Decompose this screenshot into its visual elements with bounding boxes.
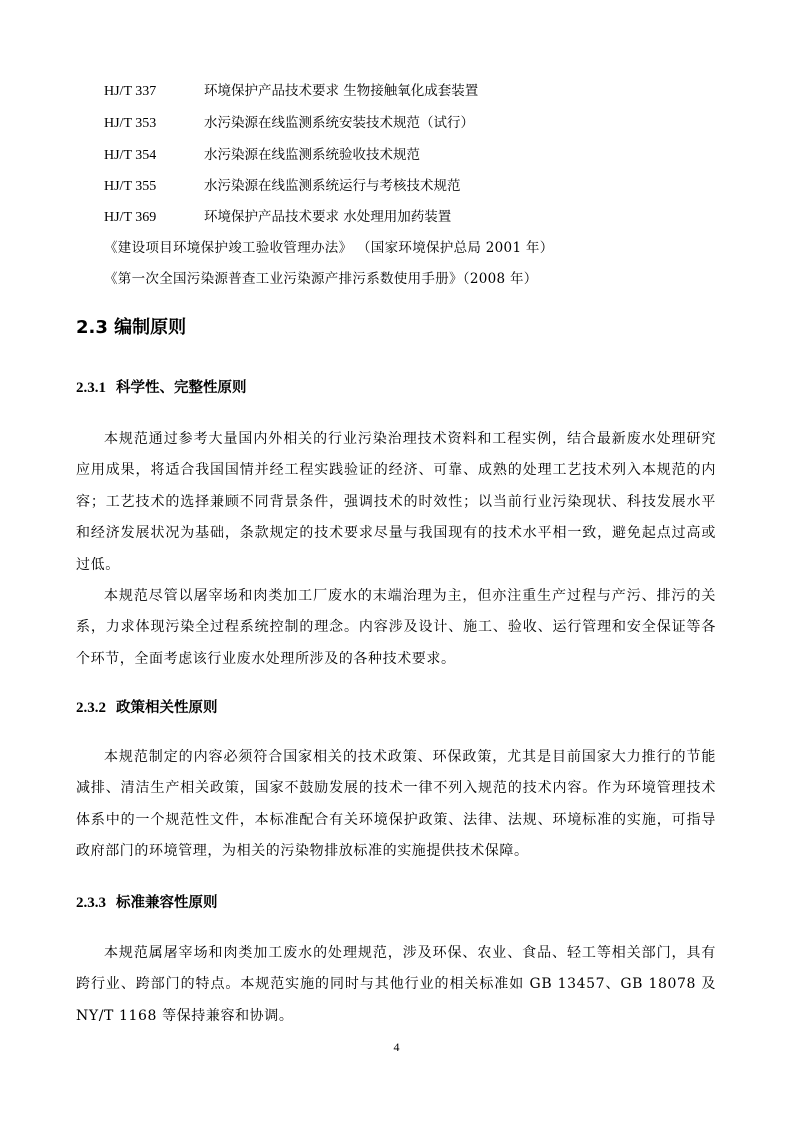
reference-item: [104, 146, 420, 165]
reference-item: [104, 177, 461, 196]
reference-item: [104, 208, 451, 227]
reference-title: 水污染源在线监测系统运行与考核技术规范: [204, 178, 461, 194]
reference-code: HJ/T 369: [104, 210, 157, 225]
reference-code: HJ/T 354: [104, 148, 157, 163]
subsection-number: 2.3.3: [76, 895, 106, 911]
reference-document: 《建设项目环境保护竣工验收管理办法》 （国家环境保护总局 2001 年）: [104, 240, 554, 256]
paragraph: 本规范属屠宰场和肉类加工废水的处理规范，涉及环保、农业、食品、轻工等相关部门，具有跨行业、跨部门的特点。本规范实施的同时与其他行业的相关标准如 GB 13457、GB 18078 及 NY/T 1168 等保持兼容和协调。: [76, 945, 716, 1024]
reference-item: [104, 82, 478, 101]
reference-code: HJ/T 337: [104, 84, 157, 99]
reference-title: 水污染源在线监测系统安装技术规范（试行）: [204, 115, 474, 131]
paragraph: 本规范尽管以屠宰场和肉类加工厂废水的末端治理为主，但亦注重生产过程与产污、排污的关系，力求体现污染全过程系统控制的理念。内容涉及设计、施工、验收、运行管理和安全保证等各个环节，全面考虑该行业废水处理所涉及的各种技术要求。: [76, 588, 716, 667]
subsection-number: 2.3.2: [76, 700, 106, 716]
subsection-title: 科学性、完整性原则: [116, 380, 247, 396]
subsection-title: 政策相关性原则: [116, 700, 218, 716]
section-heading: 2.3 编制原则: [76, 317, 187, 338]
subsection-heading: [76, 893, 218, 913]
subsection-heading: [76, 378, 247, 398]
subsection-title: 标准兼容性原则: [116, 895, 218, 911]
reference-item: [104, 114, 474, 133]
subsection-heading: [76, 698, 218, 718]
subsection-number: 2.3.1: [76, 380, 106, 396]
paragraph: 本规范通过参考大量国内外相关的行业污染治理技术资料和工程实例，结合最新废水处理研究应用成果，将适合我国国情并经工程实践验证的经济、可靠、成熟的处理工艺技术列入本规范的内容；工艺技术的选择兼顾不同背景条件，强调技术的时效性；以当前行业污染现状、科技发展水平和经济发展状况为基础，条款规定的技术要求尽量与我国现有的技术水平相一致，避免起点过高或过低。: [76, 431, 716, 573]
reference-code: HJ/T 353: [104, 116, 157, 131]
reference-title: 水污染源在线监测系统验收技术规范: [204, 147, 420, 163]
paragraph: 本规范制定的内容必须符合国家相关的技术政策、环保政策，尤其是目前国家大力推行的节能减排、清洁生产相关政策，国家不鼓励发展的技术一律不列入规范的技术内容。作为环境管理技术体系中的一个规范性文件，本标准配合有关环境保护政策、法律、法规、环境标准的实施，可指导政府部门的环境管理，为相关的污染物排放标准的实施提供技术保障。: [76, 749, 716, 860]
reference-document: 《第一次全国污染源普查工业污染源产排污系数使用手册》（2008 年）: [104, 271, 538, 287]
reference-title: 环境保护产品技术要求 水处理用加药装置: [204, 209, 452, 225]
reference-title: 环境保护产品技术要求 生物接触氧化成套装置: [204, 83, 479, 99]
page-number: 4: [393, 1040, 400, 1054]
reference-code: HJ/T 355: [104, 179, 157, 194]
